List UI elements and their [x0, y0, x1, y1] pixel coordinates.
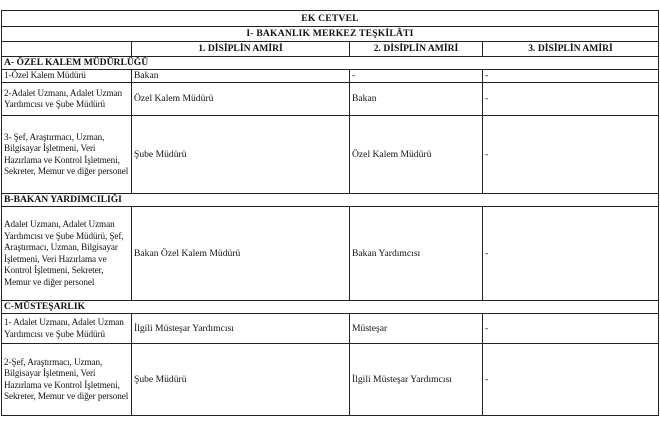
column-header-amir-1: 1. DİSİPLİN AMİRİ — [132, 42, 350, 57]
column-header-amir-2: 2. DİSİPLİN AMİRİ — [350, 42, 483, 57]
column-header-position — [2, 42, 132, 57]
position-cell: Adalet Uzmanı, Adalet Uzman Yardımcısı ve Şube Müdürü, Şef, Araştırmacı, Uzman, Bilgisayar İşletmeni, Veri Hazırlama ve Kontrol İşletmeni, Sekreter, Memur ve diğer personel — [2, 207, 132, 301]
document-title: EK CETVEL — [2, 11, 659, 27]
position-cell: 2-Şef, Araştırmacı, Uzman, Bilgisayar İşletmeni, Veri Hazırlama ve Kontrol İşletmeni, Sekreter, Memur ve diğer personel — [2, 344, 132, 416]
position-cell: 1-Özel Kalem Müdürü — [2, 70, 132, 83]
position-cell: 1- Adalet Uzmanı, Adalet Uzman Yardımcısı ve Şube Müdürü — [2, 314, 132, 344]
table-row — [2, 116, 659, 194]
amir-1-cell: Şube Müdürü — [132, 116, 350, 194]
amir-1-cell: İlgili Müsteşar Yardımcısı — [132, 314, 350, 344]
section-heading-b: B-BAKAN YARDIMCILIĞI — [2, 194, 659, 207]
table-row — [2, 207, 659, 301]
amir-2-cell: İlgili Müsteşar Yardımcısı — [350, 344, 483, 416]
amir-3-cell: - — [483, 344, 659, 416]
column-header-amir-3: 3. DİSİPLİN AMİRİ — [483, 42, 659, 57]
amir-3-cell: - — [483, 70, 659, 83]
title-row — [2, 11, 659, 27]
position-cell: 3- Şef, Araştırmacı, Uzman, Bilgisayar İşletmeni, Veri Hazırlama ve Kontrol İşletmeni, Sekreter, Memur ve diğer personel — [2, 116, 132, 194]
amir-2-cell: Müsteşar — [350, 314, 483, 344]
section-heading-a: A- ÖZEL KALEM MÜDÜRLÜĞÜ — [2, 57, 659, 70]
section-heading-row — [2, 194, 659, 207]
column-header-row — [2, 42, 659, 57]
table-row — [2, 83, 659, 116]
amir-3-cell: - — [483, 314, 659, 344]
amir-1-cell: Bakan Özel Kalem Müdürü — [132, 207, 350, 301]
amir-3-cell: - — [483, 116, 659, 194]
amir-1-cell: Şube Müdürü — [132, 344, 350, 416]
table-row — [2, 70, 659, 83]
subtitle-row — [2, 27, 659, 42]
amir-1-cell: Özel Kalem Müdürü — [132, 83, 350, 116]
amir-2-cell: Bakan — [350, 83, 483, 116]
document-subtitle: I- BAKANLIK MERKEZ TEŞKİLÂTI — [2, 27, 659, 42]
ek-cetvel-table — [1, 10, 659, 416]
table-row — [2, 344, 659, 416]
amir-3-cell: - — [483, 207, 659, 301]
section-heading-row — [2, 301, 659, 314]
amir-2-cell: Bakan Yardımcısı — [350, 207, 483, 301]
position-cell: 2-Adalet Uzmanı, Adalet Uzman Yardımcısı ve Şube Müdürü — [2, 83, 132, 116]
section-heading-c: C-MÜSTEŞARLIK — [2, 301, 659, 314]
amir-1-cell: Bakan — [132, 70, 350, 83]
amir-3-cell: - — [483, 83, 659, 116]
table-row — [2, 314, 659, 344]
amir-2-cell: Özel Kalem Müdürü — [350, 116, 483, 194]
amir-2-cell: - — [350, 70, 483, 83]
section-heading-row — [2, 57, 659, 70]
